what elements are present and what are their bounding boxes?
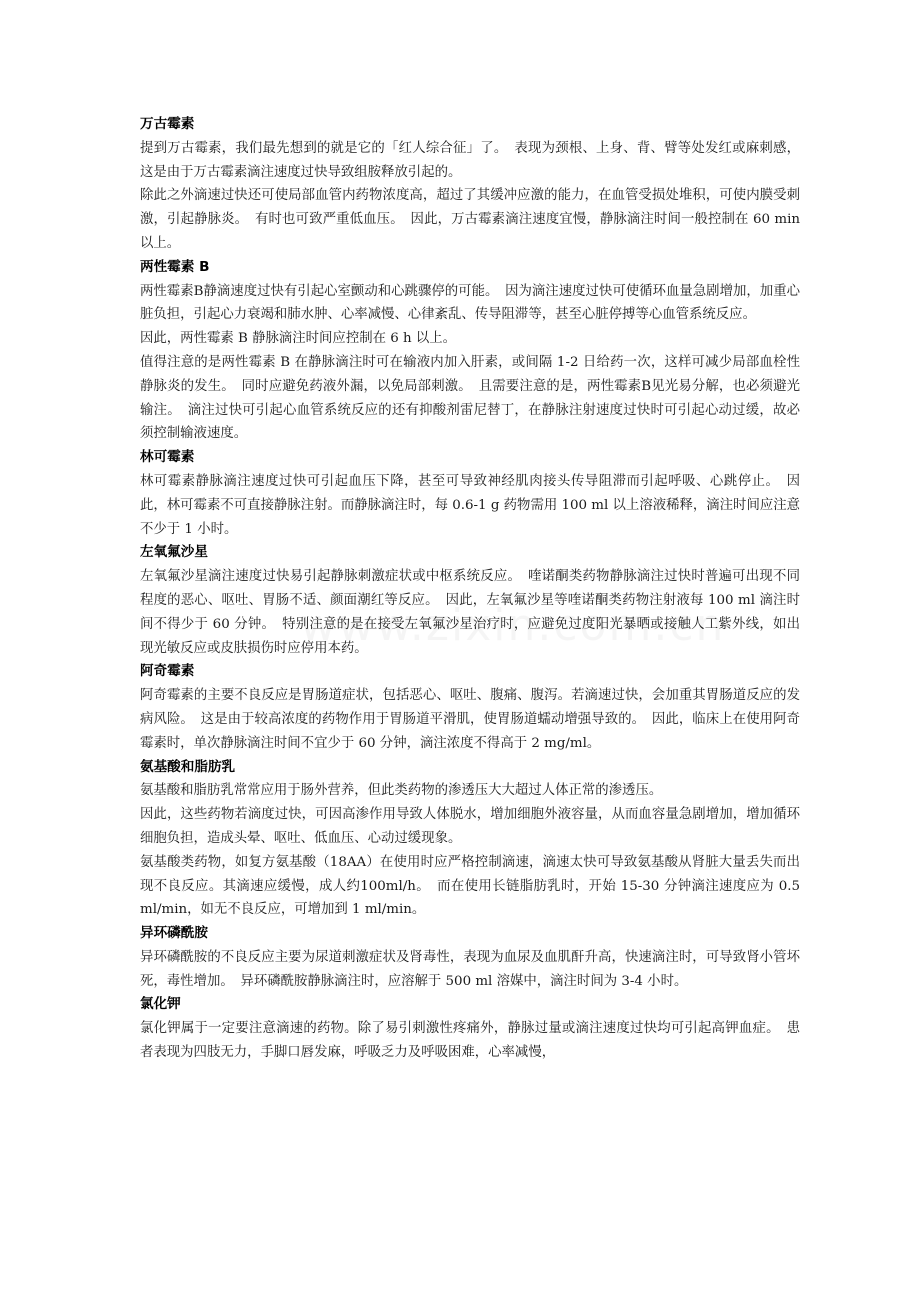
section-amphotericin-b — [140, 256, 800, 446]
paragraph: 林可霉素静脉滴注速度过快可引起血压下降，甚至可导致神经肌肉接头传导阻滞而引起呼吸、心跳停止。 因此，林可霉素不可直接静脉注射。而静脉滴注时，每 0.6-1 g 药物需用 100 ml 以上溶液稀释，滴注时间应注意不少于 1 小时。 — [140, 473, 801, 537]
section-heading: 万古霉素 — [140, 116, 195, 132]
paragraph: 左氧氟沙星滴注速度过快易引起静脉刺激症状或中枢系统反应。 喹诺酮类药物静脉滴注过快时普遍可出现不同程度的恶心、呕吐、胃肠不适、颜面潮红等反应。 因此，左氧氟沙星等喹诺酮类药物注射液每 100 ml 滴注时间不得少于 60 分钟。 特别注意的是在接受左氧氟沙星治疗时，应避免过度阳光暴晒或接触人工紫外线，如出现光敏反应或皮肤损伤时应停用本药。 — [140, 569, 800, 656]
section-potassium-chloride — [140, 993, 800, 1064]
section-vancomycin — [140, 113, 800, 256]
paragraph: 氨基酸类药物，如复方氨基酸（18AA）在使用时应严格控制滴速，滴速太快可导致氨基酸从肾脏大量丢失而出现不良反应。其滴速应缓慢，成人约100ml/h。 而在使用长链脂肪乳时，开始 15-30 分钟滴注速度应为 0.5 ml/min，如无不良反应，可增加到 1 ml/min。 — [140, 854, 800, 918]
paragraph: 因此，这些药物若滴度过快，可因高渗作用导致人体脱水，增加细胞外液容量，从而血容量急剧增加，增加循环细胞负担，造成头晕、呕吐、低血压、心动过缓现象。 — [140, 807, 800, 846]
section-heading: 氨基酸和脂肪乳 — [140, 758, 236, 775]
paragraph: 氯化钾属于一定要注意滴速的药物。除了易引刺激性疼痛外，静脉过量或滴注速度过快均可引起高钾血症。 患者表现为四肢无力，手脚口唇发麻，呼吸乏力及呼吸困难，心率减慢， — [140, 1021, 800, 1061]
section-heading: 氯化钾 — [140, 996, 181, 1013]
paragraph: 异环磷酰胺的不良反应主要为尿道刺激症状及肾毒性，表现为血尿及血肌酐升高，快速滴注时，可导致肾小管坏死，毒性增加。 异环磷酰胺静脉滴注时，应溶解于 500 ml 溶媒中，滴注时间为 3-4 小时。 — [140, 949, 800, 989]
paragraph: 阿奇霉素的主要不良反应是胃肠道症状，包括恶心、呕吐、腹痛、腹泻。若滴速过快，会加重其胃肠道反应的发病风险。 这是由于较高浓度的药物作用于胃肠道平滑肌，使胃肠道蠕动增强导致的。 因此，临床上在使用阿奇霉素时，单次静脉滴注时间不宜少于 60 分钟，滴注浓度不得高于 2 mg/ml。 — [140, 688, 800, 751]
paragraph: 提到万古霉素，我们最先想到的就是它的「红人综合征」了。 表现为颈根、上身、背、臂等处发红或麻刺感，这是由于万古霉素滴注速度过快导致组胺释放引起的。 — [140, 140, 800, 180]
section-lincomycin — [140, 446, 800, 541]
paragraph: 两性霉素B静滴速度过快有引起心室颤动和心跳骤停的可能。 因为滴注速度过快可使循环血量急剧增加，加重心脏负担，引起心力衰竭和肺水肿、心率减慢、心律紊乱、传导阻滞等，甚至心脏停搏等心血管系统反应。 — [140, 283, 800, 323]
watermark — [300, 600, 725, 651]
document-body — [140, 113, 800, 1065]
section-heading: 异环磷酰胺 — [140, 925, 208, 942]
section-amino-acids-fat-emulsion — [140, 756, 800, 923]
section-ifosfamide — [140, 922, 800, 993]
paragraph: 氨基酸和脂肪乳常常应用于肠外营养，但此类药物的渗透压大大超过人体正常的渗透压。 — [140, 783, 663, 799]
paragraph: 值得注意的是两性霉素 B 在静脉滴注时可在输液内加入肝素，或间隔 1-2 日给药一次，这样可减少局部血栓性静脉炎的发生。 同时应避免药液外漏，以免局部刺激。 且需要注意的是，两性霉素B见光易分解，也必须避光输注。 滴注过快可引起心血管系统反应的还有抑酸剂雷尼替丁，在静脉注射速度过快时可引起心动过缓，故必须控制输液速度。 — [140, 354, 800, 442]
section-heading: 两性霉素 B — [140, 258, 210, 275]
section-heading: 阿奇霉素 — [140, 663, 195, 680]
paragraph: 因此，两性霉素 B 静脉滴注时间应控制在 6 h 以上。 — [140, 331, 457, 347]
paragraph: 除此之外滴速过快还可使局部血管内药物浓度高，超过了其缓冲应激的能力，在血管受损处堆积，可使内膜受刺激，引起静脉炎。 有时也可致严重低血压。 因此，万古霉素滴注速度宜慢，静脉滴注时间一般控制在 60 min 以上。 — [140, 188, 800, 251]
section-heading: 左氧氟沙星 — [140, 544, 208, 561]
section-azithromycin — [140, 660, 800, 755]
section-heading: 林可霉素 — [140, 449, 195, 466]
